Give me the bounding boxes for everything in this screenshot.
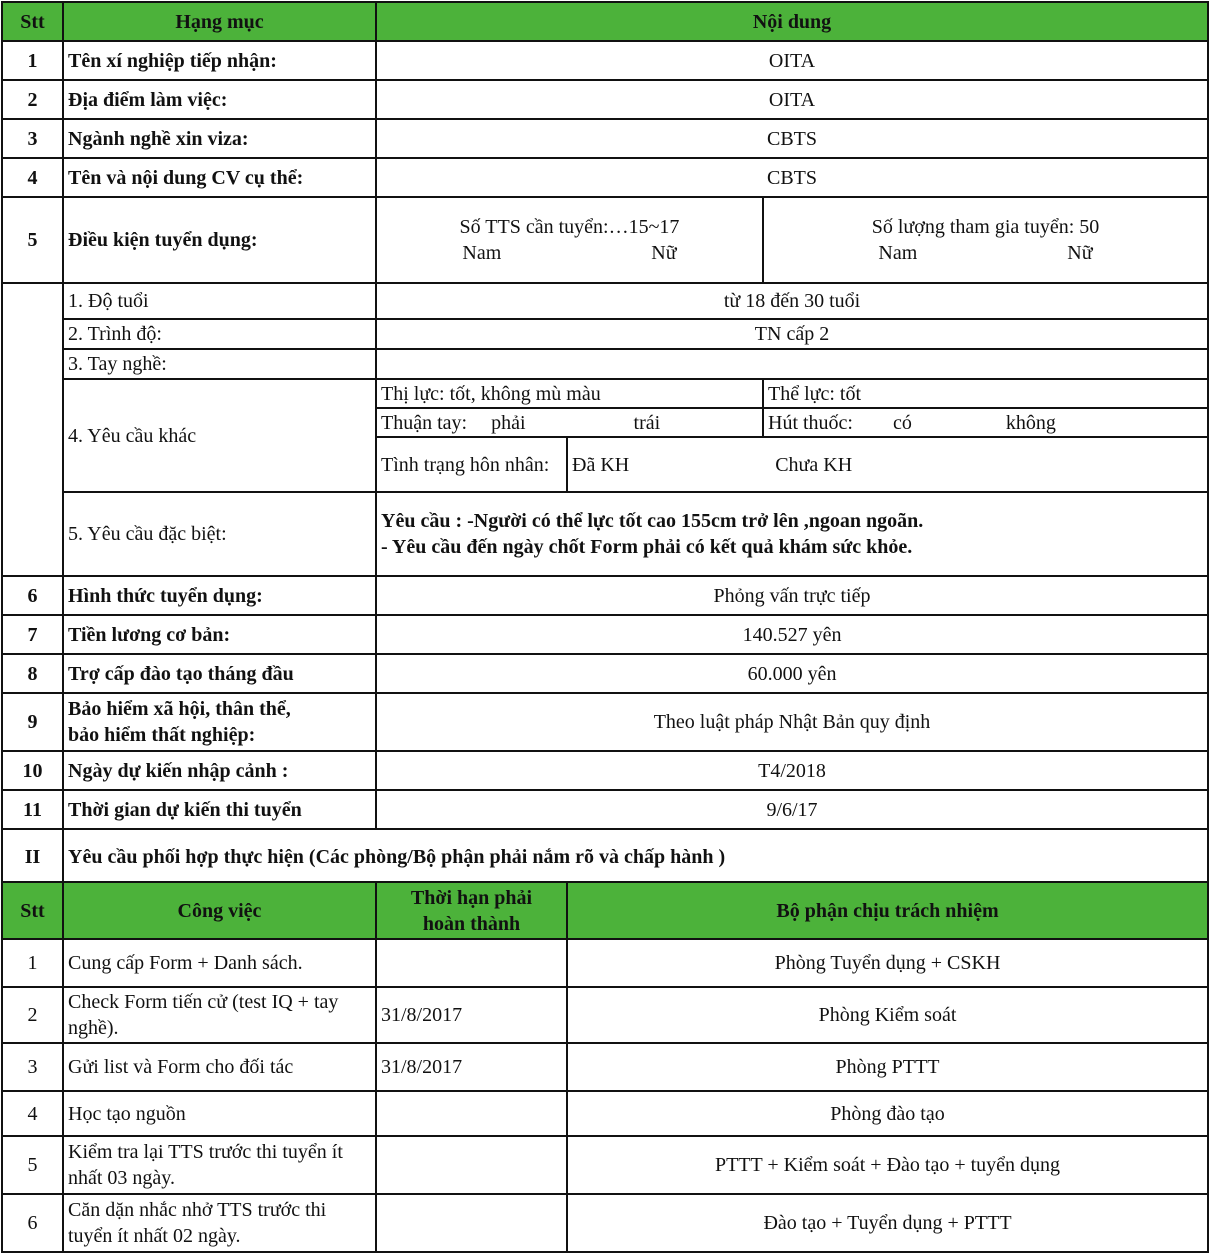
row-value: 9/6/17 xyxy=(376,790,1208,829)
task-description xyxy=(63,1136,376,1194)
row-value: Phỏng vấn trực tiếp xyxy=(376,576,1208,615)
female-label: Nữ xyxy=(651,242,677,264)
marital-options xyxy=(567,437,1208,492)
table-row xyxy=(2,41,1208,80)
task-department: Phòng Kiểm soát xyxy=(567,987,1208,1043)
task-line-1: Gửi list và Form cho đối tác xyxy=(68,1056,294,1078)
blank-stt-cell xyxy=(2,283,63,576)
task-line-1: Kiểm tra lại TTS trước thi tuyển ít xyxy=(68,1141,343,1163)
row-label: Tên xí nghiệp tiếp nhận: xyxy=(63,41,376,80)
row-number: 5 xyxy=(2,197,63,283)
task-deadline xyxy=(376,1194,567,1252)
row-value: T4/2018 xyxy=(376,751,1208,790)
row-value: Theo luật pháp Nhật Bản quy định xyxy=(376,693,1208,751)
header-deadline xyxy=(376,882,567,939)
task-line-2: tuyển ít nhất 02 ngày. xyxy=(68,1225,241,1247)
physical-value: Thể lực: tốt xyxy=(763,379,1208,408)
header-content: Nội dung xyxy=(376,2,1208,41)
task-department: Phòng PTTT xyxy=(567,1043,1208,1091)
row-label: Thời gian dự kiến thi tuyển xyxy=(63,790,376,829)
task-number: 6 xyxy=(2,1194,63,1252)
header-category: Hạng mục xyxy=(63,2,376,41)
task-line-1: Căn dặn nhắc nhở TTS trước thi xyxy=(68,1199,327,1221)
task-row xyxy=(2,987,1208,1043)
trainee-needed-title: Số TTS cần tuyển:…15~17 xyxy=(459,216,680,238)
task-number: 2 xyxy=(2,987,63,1043)
row-number: 10 xyxy=(2,751,63,790)
task-description xyxy=(63,1091,376,1136)
table-row xyxy=(2,576,1208,615)
task-number: 3 xyxy=(2,1043,63,1091)
row-label: Tên và nội dung CV cụ thể: xyxy=(63,158,376,197)
row-number: 7 xyxy=(2,615,63,654)
other-requirements-label: 4. Yêu cầu khác xyxy=(63,379,376,492)
row-number: 8 xyxy=(2,654,63,693)
task-line-1: Check Form tiến cử (test IQ + tay xyxy=(68,991,339,1013)
task-description xyxy=(63,939,376,987)
table-row xyxy=(2,654,1208,693)
task-table xyxy=(1,881,1209,1253)
condition-row-eyesight xyxy=(2,379,1208,408)
task-row xyxy=(2,1091,1208,1136)
participants-cell xyxy=(763,197,1208,283)
row-label: Ngành nghề xin viza: xyxy=(63,119,376,158)
special-requirements-label: 5. Yêu cầu đặc biệt: xyxy=(63,492,376,576)
header-department: Bộ phận chịu trách nhiệm xyxy=(567,882,1208,939)
task-line-1: Học tạo nguồn xyxy=(68,1102,186,1125)
handedness-label: Thuận tay: xyxy=(381,411,468,434)
special-line-1: Yêu cầu : -Người có thể lực tốt cao 155cm trở lên ,ngoan ngoãn. xyxy=(381,510,924,532)
section-number: II xyxy=(2,829,63,884)
row-label: Địa điểm làm việc: xyxy=(63,80,376,119)
task-line-2: nhất 03 ngày. xyxy=(68,1167,176,1189)
row-value: 140.527 yên xyxy=(376,615,1208,654)
row-value: CBTS xyxy=(376,158,1208,197)
row-number: 9 xyxy=(2,693,63,751)
row-number: 4 xyxy=(2,158,63,197)
condition-row-education xyxy=(2,319,1208,349)
row-number: 1 xyxy=(2,41,63,80)
row-label: Tiền lương cơ bản: xyxy=(63,615,376,654)
row-number: 3 xyxy=(2,119,63,158)
table-row xyxy=(2,615,1208,654)
row-label: Hình thức tuyển dụng: xyxy=(63,576,376,615)
insurance-label-line-1: Bảo hiểm xã hội, thân thể, xyxy=(68,698,291,720)
task-department: PTTT + Kiểm soát + Đào tạo + tuyển dụng xyxy=(567,1136,1208,1194)
marital-married: Đã KH xyxy=(572,453,630,476)
special-requirements-value xyxy=(376,492,1208,576)
header-task: Công việc xyxy=(63,882,376,939)
task-line-2: nghề). xyxy=(68,1017,119,1039)
row-value: 60.000 yên xyxy=(376,654,1208,693)
task-number: 1 xyxy=(2,939,63,987)
condition-row-skill xyxy=(2,349,1208,379)
task-deadline xyxy=(376,1091,567,1136)
task-deadline xyxy=(376,1136,567,1194)
table-row xyxy=(2,80,1208,119)
age-label: 1. Độ tuổi xyxy=(63,283,376,319)
header-stt: Stt xyxy=(2,2,63,41)
task-description xyxy=(63,987,376,1043)
female-label: Nữ xyxy=(1067,242,1093,264)
task-deadline xyxy=(376,939,567,987)
handedness-left: trái xyxy=(633,411,661,434)
task-description xyxy=(63,1194,376,1252)
marital-label: Tình trạng hôn nhân: xyxy=(376,437,567,492)
smoking-no: không xyxy=(1005,411,1056,434)
row-value: OITA xyxy=(376,80,1208,119)
eyesight-value: Thị lực: tốt, không mù màu xyxy=(376,379,763,408)
row-value: CBTS xyxy=(376,119,1208,158)
row-number: 11 xyxy=(2,790,63,829)
task-number: 4 xyxy=(2,1091,63,1136)
header-stt: Stt xyxy=(2,882,63,939)
table-row xyxy=(2,790,1208,829)
handedness-cell xyxy=(376,408,763,437)
smoking-yes: có xyxy=(893,411,912,434)
task-row xyxy=(2,939,1208,987)
male-label: Nam xyxy=(878,242,918,264)
table-header xyxy=(2,2,1208,41)
insurance-label-line-2: bảo hiểm thất nghiệp: xyxy=(68,724,256,746)
task-table-header xyxy=(2,882,1208,939)
education-label: 2. Trình độ: xyxy=(63,319,376,349)
male-label: Nam xyxy=(462,242,502,264)
section-title: Yêu cầu phối hợp thực hiện (Các phòng/Bộ phận phải nắm rõ và chấp hành ) xyxy=(63,829,1208,884)
section-2-row xyxy=(2,829,1208,884)
row-label xyxy=(63,693,376,751)
table-row xyxy=(2,751,1208,790)
recruitment-table xyxy=(1,1,1209,885)
special-line-2: - Yêu cầu đến ngày chốt Form phải có kết quả khám sức khỏe. xyxy=(381,536,913,558)
marital-single: Chưa KH xyxy=(775,453,853,476)
task-department: Phòng Tuyển dụng + CSKH xyxy=(567,939,1208,987)
header-deadline-line-2: hoàn thành xyxy=(422,912,521,935)
row-label: Điều kiện tuyển dụng: xyxy=(63,197,376,283)
trainee-needed-cell xyxy=(376,197,763,283)
table-row xyxy=(2,197,1208,283)
task-description xyxy=(63,1043,376,1091)
condition-row-special xyxy=(2,492,1208,576)
row-label: Trợ cấp đào tạo tháng đầu xyxy=(63,654,376,693)
smoking-label: Hút thuốc: xyxy=(768,411,853,434)
handedness-right: phải xyxy=(491,411,526,434)
row-label: Ngày dự kiến nhập cảnh : xyxy=(63,751,376,790)
task-row xyxy=(2,1043,1208,1091)
skill-label: 3. Tay nghề: xyxy=(63,349,376,379)
task-line-1: Cung cấp Form + Danh sách. xyxy=(68,952,303,974)
table-row xyxy=(2,693,1208,751)
table-row xyxy=(2,158,1208,197)
task-deadline: 31/8/2017 xyxy=(376,1043,567,1091)
age-value: từ 18 đến 30 tuổi xyxy=(376,283,1208,319)
task-row xyxy=(2,1194,1208,1252)
row-number: 6 xyxy=(2,576,63,615)
task-number: 5 xyxy=(2,1136,63,1194)
task-department: Phòng đào tạo xyxy=(567,1091,1208,1136)
condition-row-age xyxy=(2,283,1208,319)
table-row xyxy=(2,119,1208,158)
smoking-cell xyxy=(763,408,1208,437)
header-deadline-line-1: Thời hạn phải xyxy=(410,886,533,909)
education-value: TN cấp 2 xyxy=(376,319,1208,349)
row-number: 2 xyxy=(2,80,63,119)
task-deadline: 31/8/2017 xyxy=(376,987,567,1043)
skill-value xyxy=(376,349,1208,379)
row-value: OITA xyxy=(376,41,1208,80)
task-department: Đào tạo + Tuyển dụng + PTTT xyxy=(567,1194,1208,1252)
participants-title: Số lượng tham gia tuyển: 50 xyxy=(871,216,1100,238)
task-row xyxy=(2,1136,1208,1194)
